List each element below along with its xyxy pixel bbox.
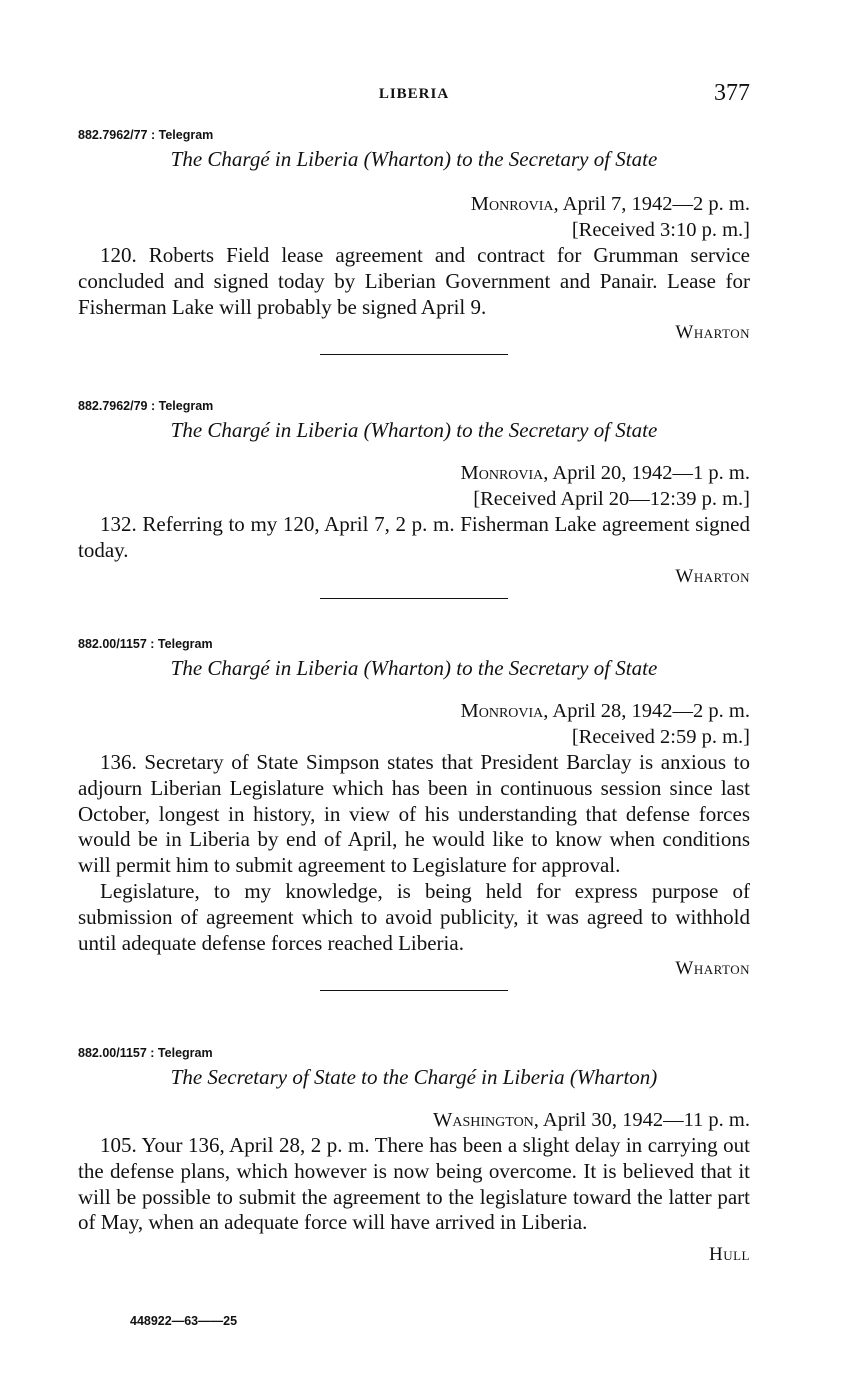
body-paragraph: 120. Roberts Field lease agreement and contract for Grumman service concluded and signed today by Liberian Government and Panair. Lease for Fisherman Lake will probably be signed April 9. [78, 243, 750, 319]
document-heading: The Chargé in Liberia (Wharton) to the Secretary of State [170, 147, 658, 171]
dateline-date: April 30, 1942—11 p. m. [538, 1109, 750, 1131]
telegram-132 [78, 396, 750, 599]
dateline-place: Washington, [433, 1109, 539, 1131]
received-line: [Received 3:10 p. m.] [571, 219, 750, 241]
dateline [78, 698, 750, 724]
document-heading: The Chargé in Liberia (Wharton) to the Secretary of State [170, 418, 658, 442]
dateline-place: Monrovia, [470, 193, 559, 215]
dateline-place: Monrovia, [460, 462, 549, 484]
body-paragraph: 136. Secretary of State Simpson states that President Barclay is anxious to adjourn Liberian Legislature which has been in continuous session since last October, longest in history, in view of his understanding that defense forces would be in Liberia by end of April, he would like to know when conditions will permit him to submit agreement to Legislature for approval. [78, 750, 750, 878]
page-number: 377 [714, 80, 750, 106]
body-paragraph: 105. Your 136, April 28, 2 p. m. There has been a slight delay in carrying out the defense plans, which however is now being overcome. It is believed that it will be possible to submit the agreement to the legislature toward the latter part of May, when an adequate force will have arrived in Liberia. [78, 1133, 750, 1235]
dateline-date: April 28, 1942—2 p. m. [548, 700, 750, 722]
file-reference: 882.7962/79 : Telegram [78, 399, 214, 413]
file-reference: 882.00/1157 : Telegram [78, 1046, 213, 1060]
dateline-date: April 20, 1942—1 p. m. [548, 462, 750, 484]
telegram-105 [78, 1043, 750, 1268]
body-paragraph: 132. Referring to my 120, April 7, 2 p. m. Fisherman Lake agreement signed today. [78, 512, 750, 562]
telegram-120 [78, 125, 750, 355]
signature: Wharton [675, 565, 750, 587]
section-divider [320, 354, 508, 355]
file-reference: 882.7962/77 : Telegram [78, 128, 214, 142]
body-paragraph: Legislature, to my knowledge, is being held for express purpose of submission of agreement which to avoid publicity, it was agreed to withhold until adequate defense forces reached Liberia. [78, 878, 750, 955]
section-divider [320, 990, 508, 991]
running-head-title: LIBERIA [378, 86, 450, 102]
dateline [78, 460, 750, 486]
dateline [78, 1107, 750, 1133]
dateline [78, 191, 750, 217]
dateline-date: April 7, 1942—2 p. m. [558, 193, 750, 215]
signature: Wharton [675, 322, 750, 344]
telegram-136 [78, 634, 750, 991]
printer-code: 448922—63——25 [130, 1314, 238, 1328]
signature: Hull [709, 1244, 750, 1266]
running-head [78, 80, 750, 110]
file-reference: 882.00/1157 : Telegram [78, 637, 213, 651]
received-line: [Received 2:59 p. m.] [571, 726, 750, 748]
document-heading: The Chargé in Liberia (Wharton) to the Secretary of State [170, 656, 658, 680]
dateline-place: Monrovia, [460, 700, 549, 722]
document-heading: The Secretary of State to the Chargé in Liberia (Wharton) [170, 1065, 658, 1089]
received-line: [Received April 20—12:39 p. m.] [473, 488, 750, 510]
signature: Wharton [675, 958, 750, 980]
section-divider [320, 598, 508, 599]
